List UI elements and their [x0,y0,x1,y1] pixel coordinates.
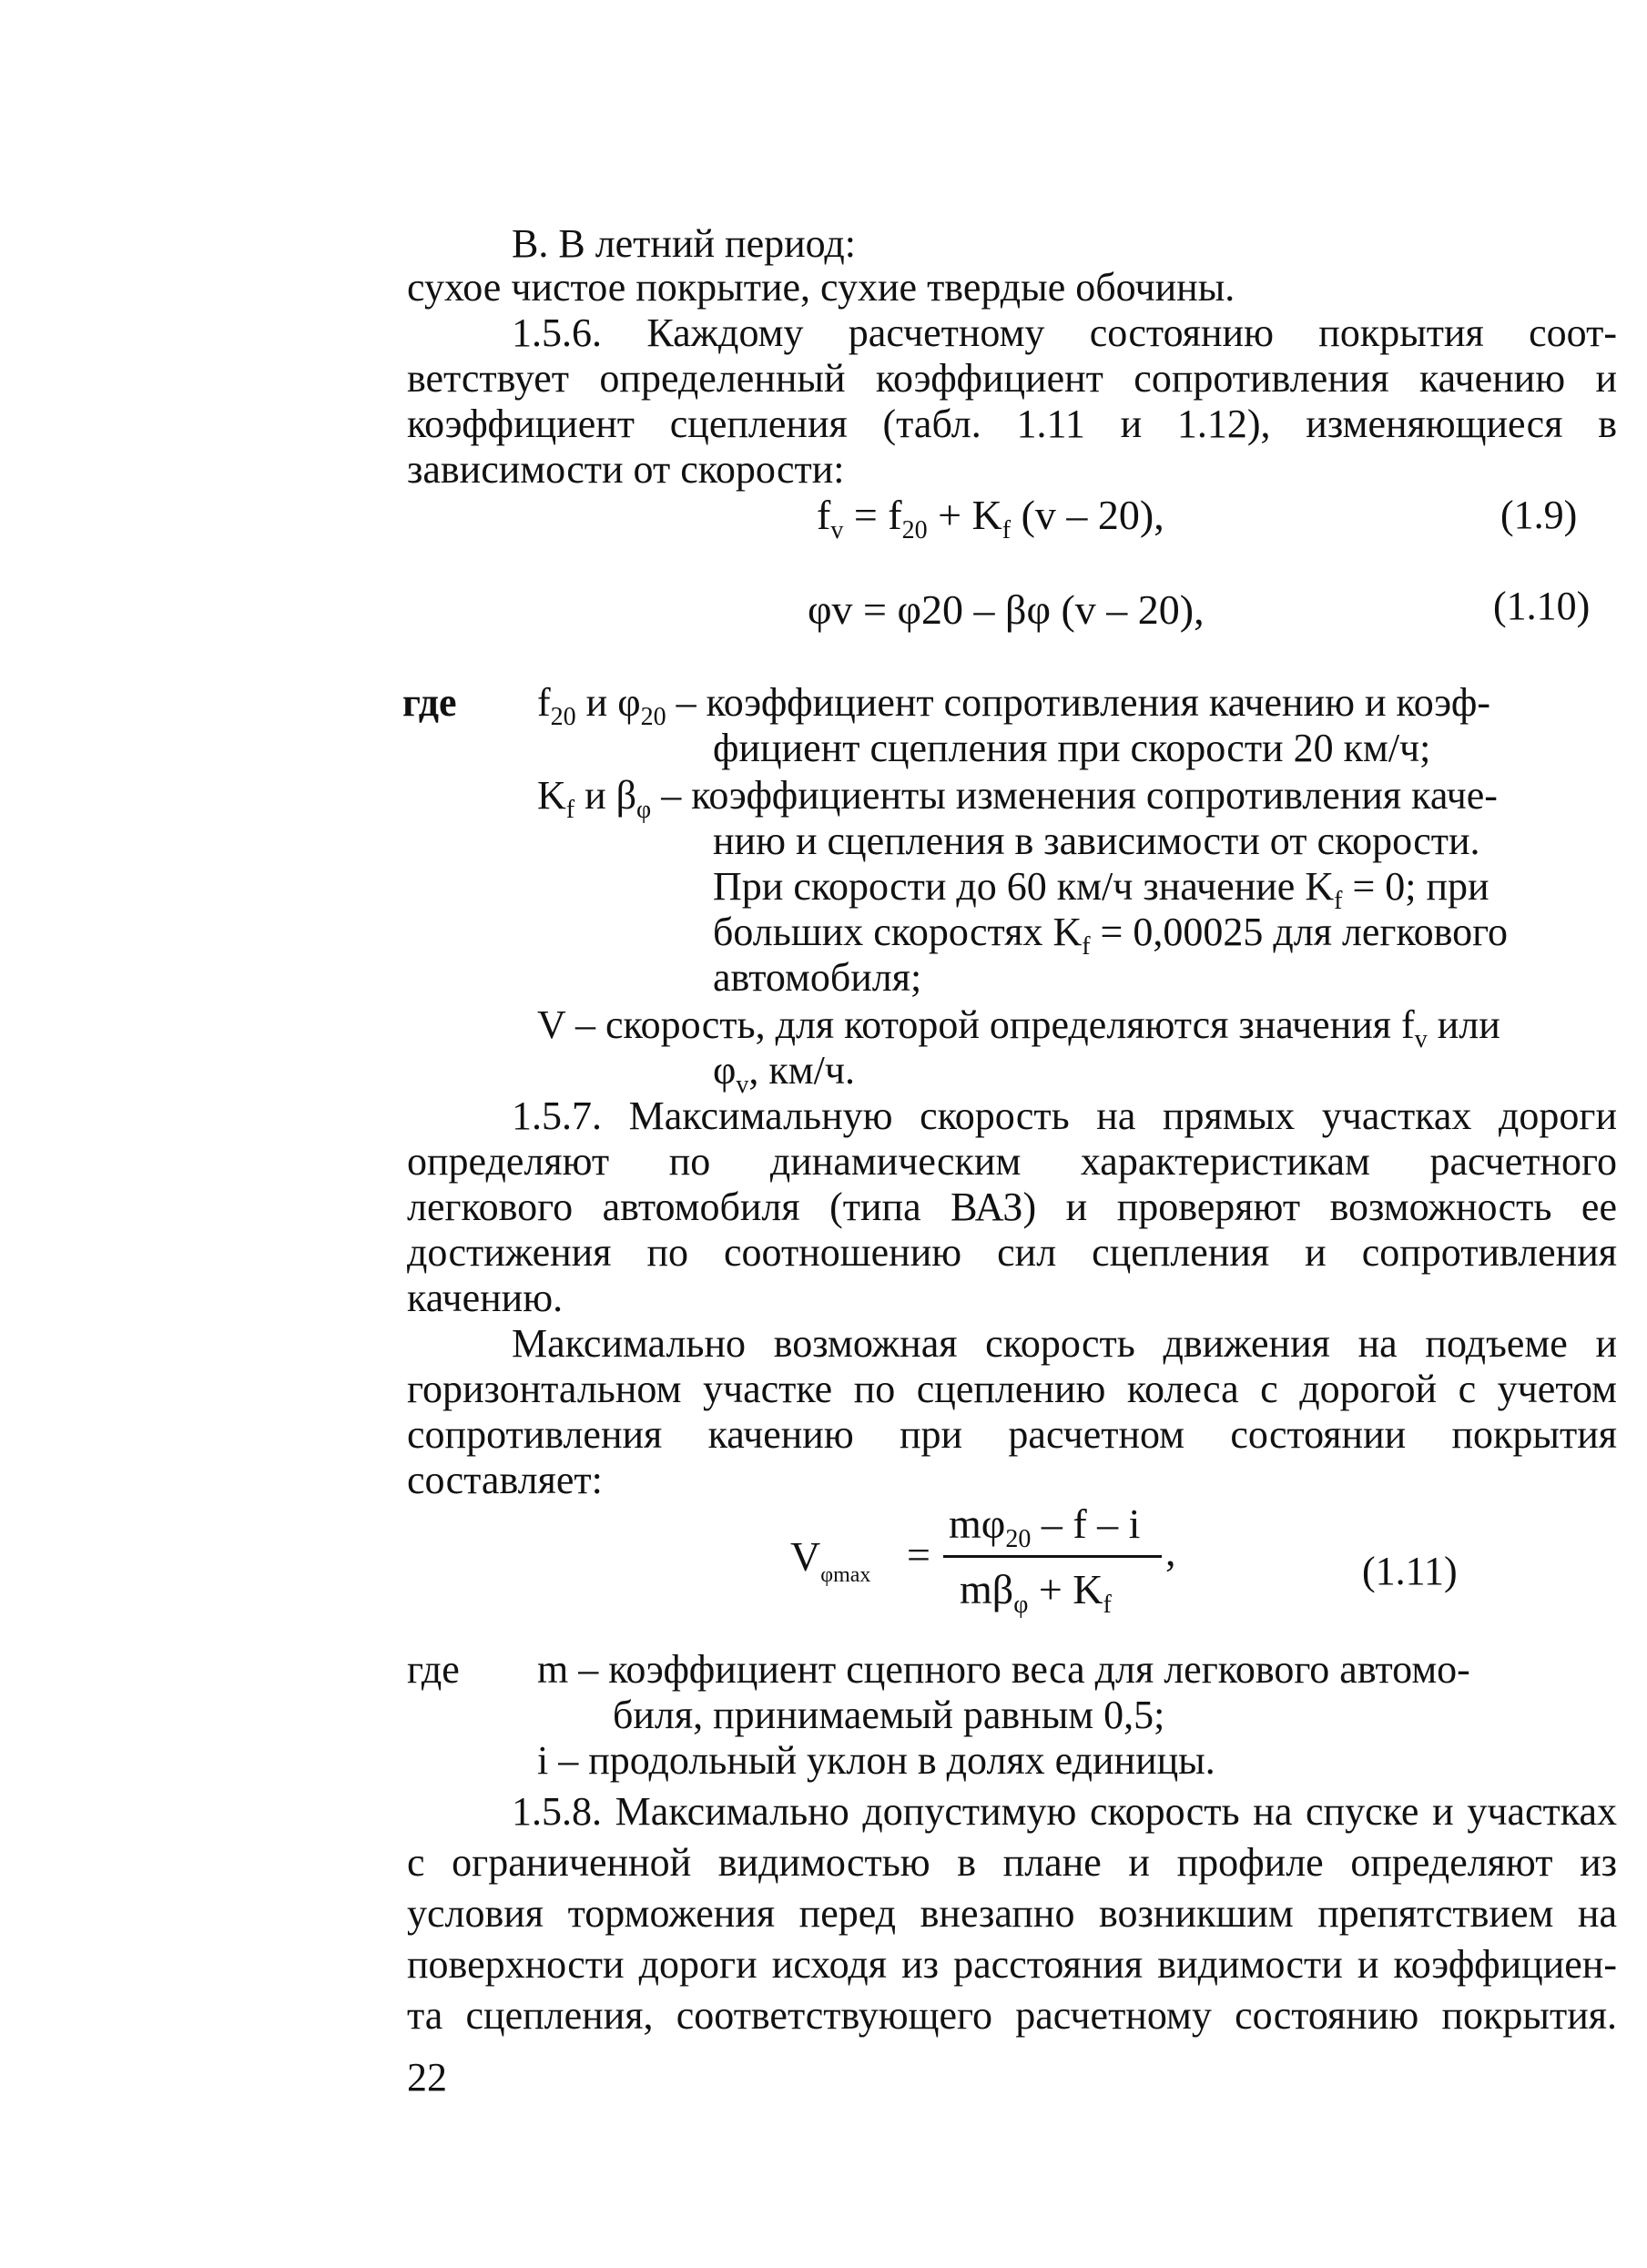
equation-1-11-numerator [949,1499,1141,1553]
paragraph-1-5-8-line: поверхности дороги исходя из расстояния видимости и коэффициен- [407,1942,1617,1987]
def-symbol: K [537,773,566,818]
def-symbol: f [537,680,551,725]
def-text: – коэффициент сопротивления качению и коэф- [666,680,1491,725]
equation-1-11-denominator [960,1564,1112,1619]
definition-line [537,1000,1500,1051]
eq-term: = f [843,492,902,538]
eq-subscript: φmax [820,1563,871,1587]
eq-term: mβ [960,1566,1014,1612]
def-symbol: и β [574,773,637,818]
equation-number: (1.9) [1500,493,1578,537]
paragraph-vmax-line: составляет: [407,1458,603,1502]
def-text: = 0,00025 для легкового [1090,910,1509,954]
def-text: – коэффициенты изменения сопротивления каче- [651,773,1498,818]
definition-line: i – продольный уклон в долях единицы. [537,1738,1215,1783]
eq-symbol: f [817,492,831,538]
fraction-bar [943,1555,1162,1558]
equation-number: (1.11) [1362,1549,1458,1593]
definition-line: биля, принимаемый равным 0,5; [613,1693,1165,1737]
where-label: где [407,1647,460,1692]
definition-line: фициент сцепления при скорости 20 км/ч; [713,726,1431,770]
definition-line [713,861,1489,915]
paragraph-1-5-8-line: та сцепления, соответствующего расчетному состоянию покрытия. [407,1993,1617,2038]
definition-line [537,677,1491,731]
eq-term: + K [1028,1566,1103,1612]
eq-term: – f – i [1031,1500,1141,1547]
def-subscript: 20 [640,703,666,731]
paragraph-vmax-line: сопротивления качению при расчетном состоянии покрытия [407,1412,1617,1457]
definition-line [713,907,1509,961]
paragraph-1-5-7-line: определяют по динамическим характеристикам расчетного [407,1139,1617,1184]
definition-line [713,1045,855,1099]
eq-subscript: f [1103,1591,1112,1619]
def-subscript: f [565,796,575,824]
def-text: V – скорость, для которой определяются значения f [537,1002,1415,1047]
definition-line: m – коэффициент сцепного веса для легкового автомо- [537,1647,1470,1692]
equation-1-11-lhs [790,1531,870,1601]
definition-line: нию и сцепления в зависимости от скорости. [713,819,1480,863]
page-number: 22 [407,2055,447,2100]
paragraph-1-5-6-line: 1.5.6. Каждому расчетному состоянию покрытия соот- [512,310,1617,355]
paragraph-1-5-7-line: качению. [407,1276,564,1320]
def-symbol: φ [713,1048,737,1093]
def-subscript: v [1414,1025,1428,1053]
definition-line [537,770,1498,824]
definition-line: автомобиля; [713,955,922,1000]
eq-subscript: f [1001,516,1012,544]
eq-subscript: 20 [901,516,928,544]
text-line: сухое чистое покрытие, сухие твердые обочины. [407,265,1235,310]
def-subscript: 20 [550,703,576,731]
eq-symbol: V [790,1533,821,1580]
paragraph-1-5-8-line: с ограниченной видимостью в плане и профиле определяют из [407,1840,1617,1885]
paragraph-1-5-6-line: зависимости от скорости: [407,447,845,492]
eq-subscript: 20 [1005,1525,1032,1553]
def-text: или [1427,1002,1500,1047]
equation-number: (1.10) [1493,584,1591,628]
equation-equals: = [907,1531,930,1578]
paragraph-vmax-line: горизонтальном участке по сцеплению колеса с дорогой с учетом [407,1367,1617,1411]
equation-1-10: φv = φ20 – βφ (v – 20), [808,586,1205,633]
paragraph-1-5-7-line: 1.5.7. Максимальную скорость на прямых участках дороги [512,1093,1617,1138]
def-text: = 0; при [1342,864,1489,909]
def-subscript: f [1082,932,1091,961]
paragraph-1-5-7-line: достижения по соотношению сил сцепления и сопротивления [407,1230,1617,1275]
equation-comma: , [1165,1528,1176,1574]
def-subscript: φ [636,796,652,824]
section-heading-summer: В. В летний период: [512,221,857,266]
def-symbol: и φ [575,680,641,725]
def-text: больших скоростях K [713,910,1083,954]
def-text: , км/ч. [748,1048,855,1093]
paragraph-1-5-6-line: коэффициент сцепления (табл. 1.11 и 1.12), изменяющиеся в [407,402,1617,446]
eq-subscript: v [830,516,844,544]
paragraph-vmax-line: Максимально возможная скорость движения на подъеме и [512,1321,1617,1366]
paragraph-1-5-8-line: условия торможения перед внезапно возникшим препятствием на [407,1891,1617,1936]
def-subscript: v [736,1071,749,1099]
eq-subscript: φ [1013,1591,1029,1619]
paragraph-1-5-6-line: ветствует определенный коэффициент сопротивления качению и [407,356,1617,401]
eq-term: + K [927,492,1002,538]
where-label: где [402,680,457,725]
eq-term: mφ [949,1500,1006,1547]
def-subscript: f [1334,887,1343,915]
eq-term: (v – 20), [1011,492,1164,538]
paragraph-1-5-7-line: легкового автомобиля (типа ВАЗ) и проверяют возможность ее [407,1185,1617,1229]
paragraph-1-5-8-line: 1.5.8. Максимально допустимую скорость на спуске и участках [512,1789,1617,1834]
equation-1-9 [817,490,1164,544]
def-text: При скорости до 60 км/ч значение K [713,864,1335,909]
